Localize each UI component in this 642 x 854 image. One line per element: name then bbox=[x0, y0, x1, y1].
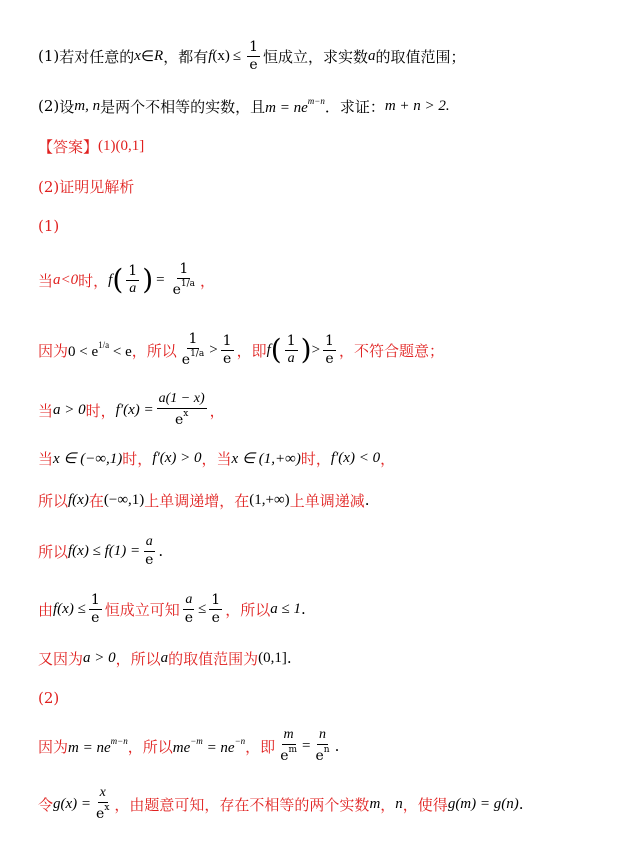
q1-text4: 的取值范围； bbox=[375, 47, 466, 66]
l1-result: $\frac{1}{e^{1/a}}$ bbox=[172, 261, 196, 298]
q2-label: (2) bbox=[38, 97, 60, 115]
solution-1-label: (1) bbox=[38, 217, 60, 235]
solution-line-6: 所以 f(x) ≤ f(1) = $\frac{a}{e}$ . bbox=[38, 533, 164, 568]
q1-var: x bbox=[134, 47, 141, 64]
solution-line-1: 当 a <0 时， f ( $\frac{1}{a}$ ) = $\frac{1}{e^{1/a}}$ ， bbox=[38, 261, 216, 298]
solution-line-8: 又因为 a > 0 ，所以 a 的取值范围为 (0,1] . bbox=[38, 649, 292, 668]
q1-label: (1) bbox=[38, 47, 60, 65]
solution-line-4: 当 x ∈ (−∞,1) 时， f′(x) > 0 ，当 x ∈ (1,+∞) 时， f′(x) < 0 ， bbox=[38, 449, 396, 468]
q2-vars: m, n bbox=[74, 97, 101, 114]
answer-tag: 【答案】 bbox=[38, 137, 99, 156]
q1-set: R bbox=[154, 47, 164, 64]
solution-line-9: 因为 $m = ne^{m-n}$ ，所以 $me^{-m} = ne^{-n}$ ，即 $\frac{m}{e^m}$ = $\frac{n}{e^n}$ . bbox=[38, 727, 340, 764]
solution-line-5: 所以 f(x) 在 (−∞,1) 上单调递增，在 (1,+∞) 上单调递减 . bbox=[38, 491, 370, 510]
l1-fraction: $\frac{1}{a}$ bbox=[128, 262, 138, 296]
q1-text3: 恒成立，求实数 bbox=[263, 47, 369, 66]
q1-a: a bbox=[368, 47, 376, 64]
answer-line bbox=[38, 124, 630, 168]
q1-arg: (x) bbox=[212, 47, 230, 64]
q2-text3: ．求证： bbox=[324, 97, 385, 116]
solution-line-3: 当 a > 0 时， f′(x) = $\frac{a(1 - x)}{e^x}$ ， bbox=[38, 391, 225, 428]
solution-line-2: 因为 $0 < e^{1/a} < e$ ，所以 $\frac{1}{e^{1/a}}$ > $\frac{1}{e}$ ，即 f ( $\frac{1}{a}$ ) > $\frac{1}{e}$ ，不符合题意； bbox=[38, 331, 444, 368]
q2-eq: $m = ne^{m-n}$ bbox=[265, 95, 325, 116]
answer-value: (1)(0,1] bbox=[98, 137, 145, 154]
solution-line-10: 令 g(x) = $\frac{x}{e^x}$ ，由题意可知，存在不相等的两个实数 m ， n ，使得 g(m) = g(n) . bbox=[38, 785, 524, 822]
q2-text2: 是两个不相等的实数，且 bbox=[100, 97, 266, 116]
question-2 bbox=[38, 84, 630, 128]
q1-f: f bbox=[208, 47, 213, 64]
question-1 bbox=[38, 34, 630, 78]
q1-in: ∈ bbox=[140, 48, 155, 65]
q2-conclusion: m + n > 2. bbox=[384, 97, 450, 114]
solution-line-7: 由 f(x) ≤ $\frac{1}{e}$ 恒成立可知 $\frac{a}{e}$ ≤ $\frac{1}{e}$ ，所以 a ≤ 1 . bbox=[38, 591, 306, 626]
q1-text2: ，都有 bbox=[163, 47, 209, 66]
solution-2-label: (2) bbox=[38, 689, 60, 707]
answer-part-2: (2)证明见解析 bbox=[38, 177, 135, 196]
q1-text: 若对任意的 bbox=[59, 47, 135, 66]
q2-text: 设 bbox=[59, 97, 75, 116]
q1-le: ≤ bbox=[232, 47, 242, 64]
q1-fraction: $\frac{1}{e}$ bbox=[249, 38, 259, 73]
